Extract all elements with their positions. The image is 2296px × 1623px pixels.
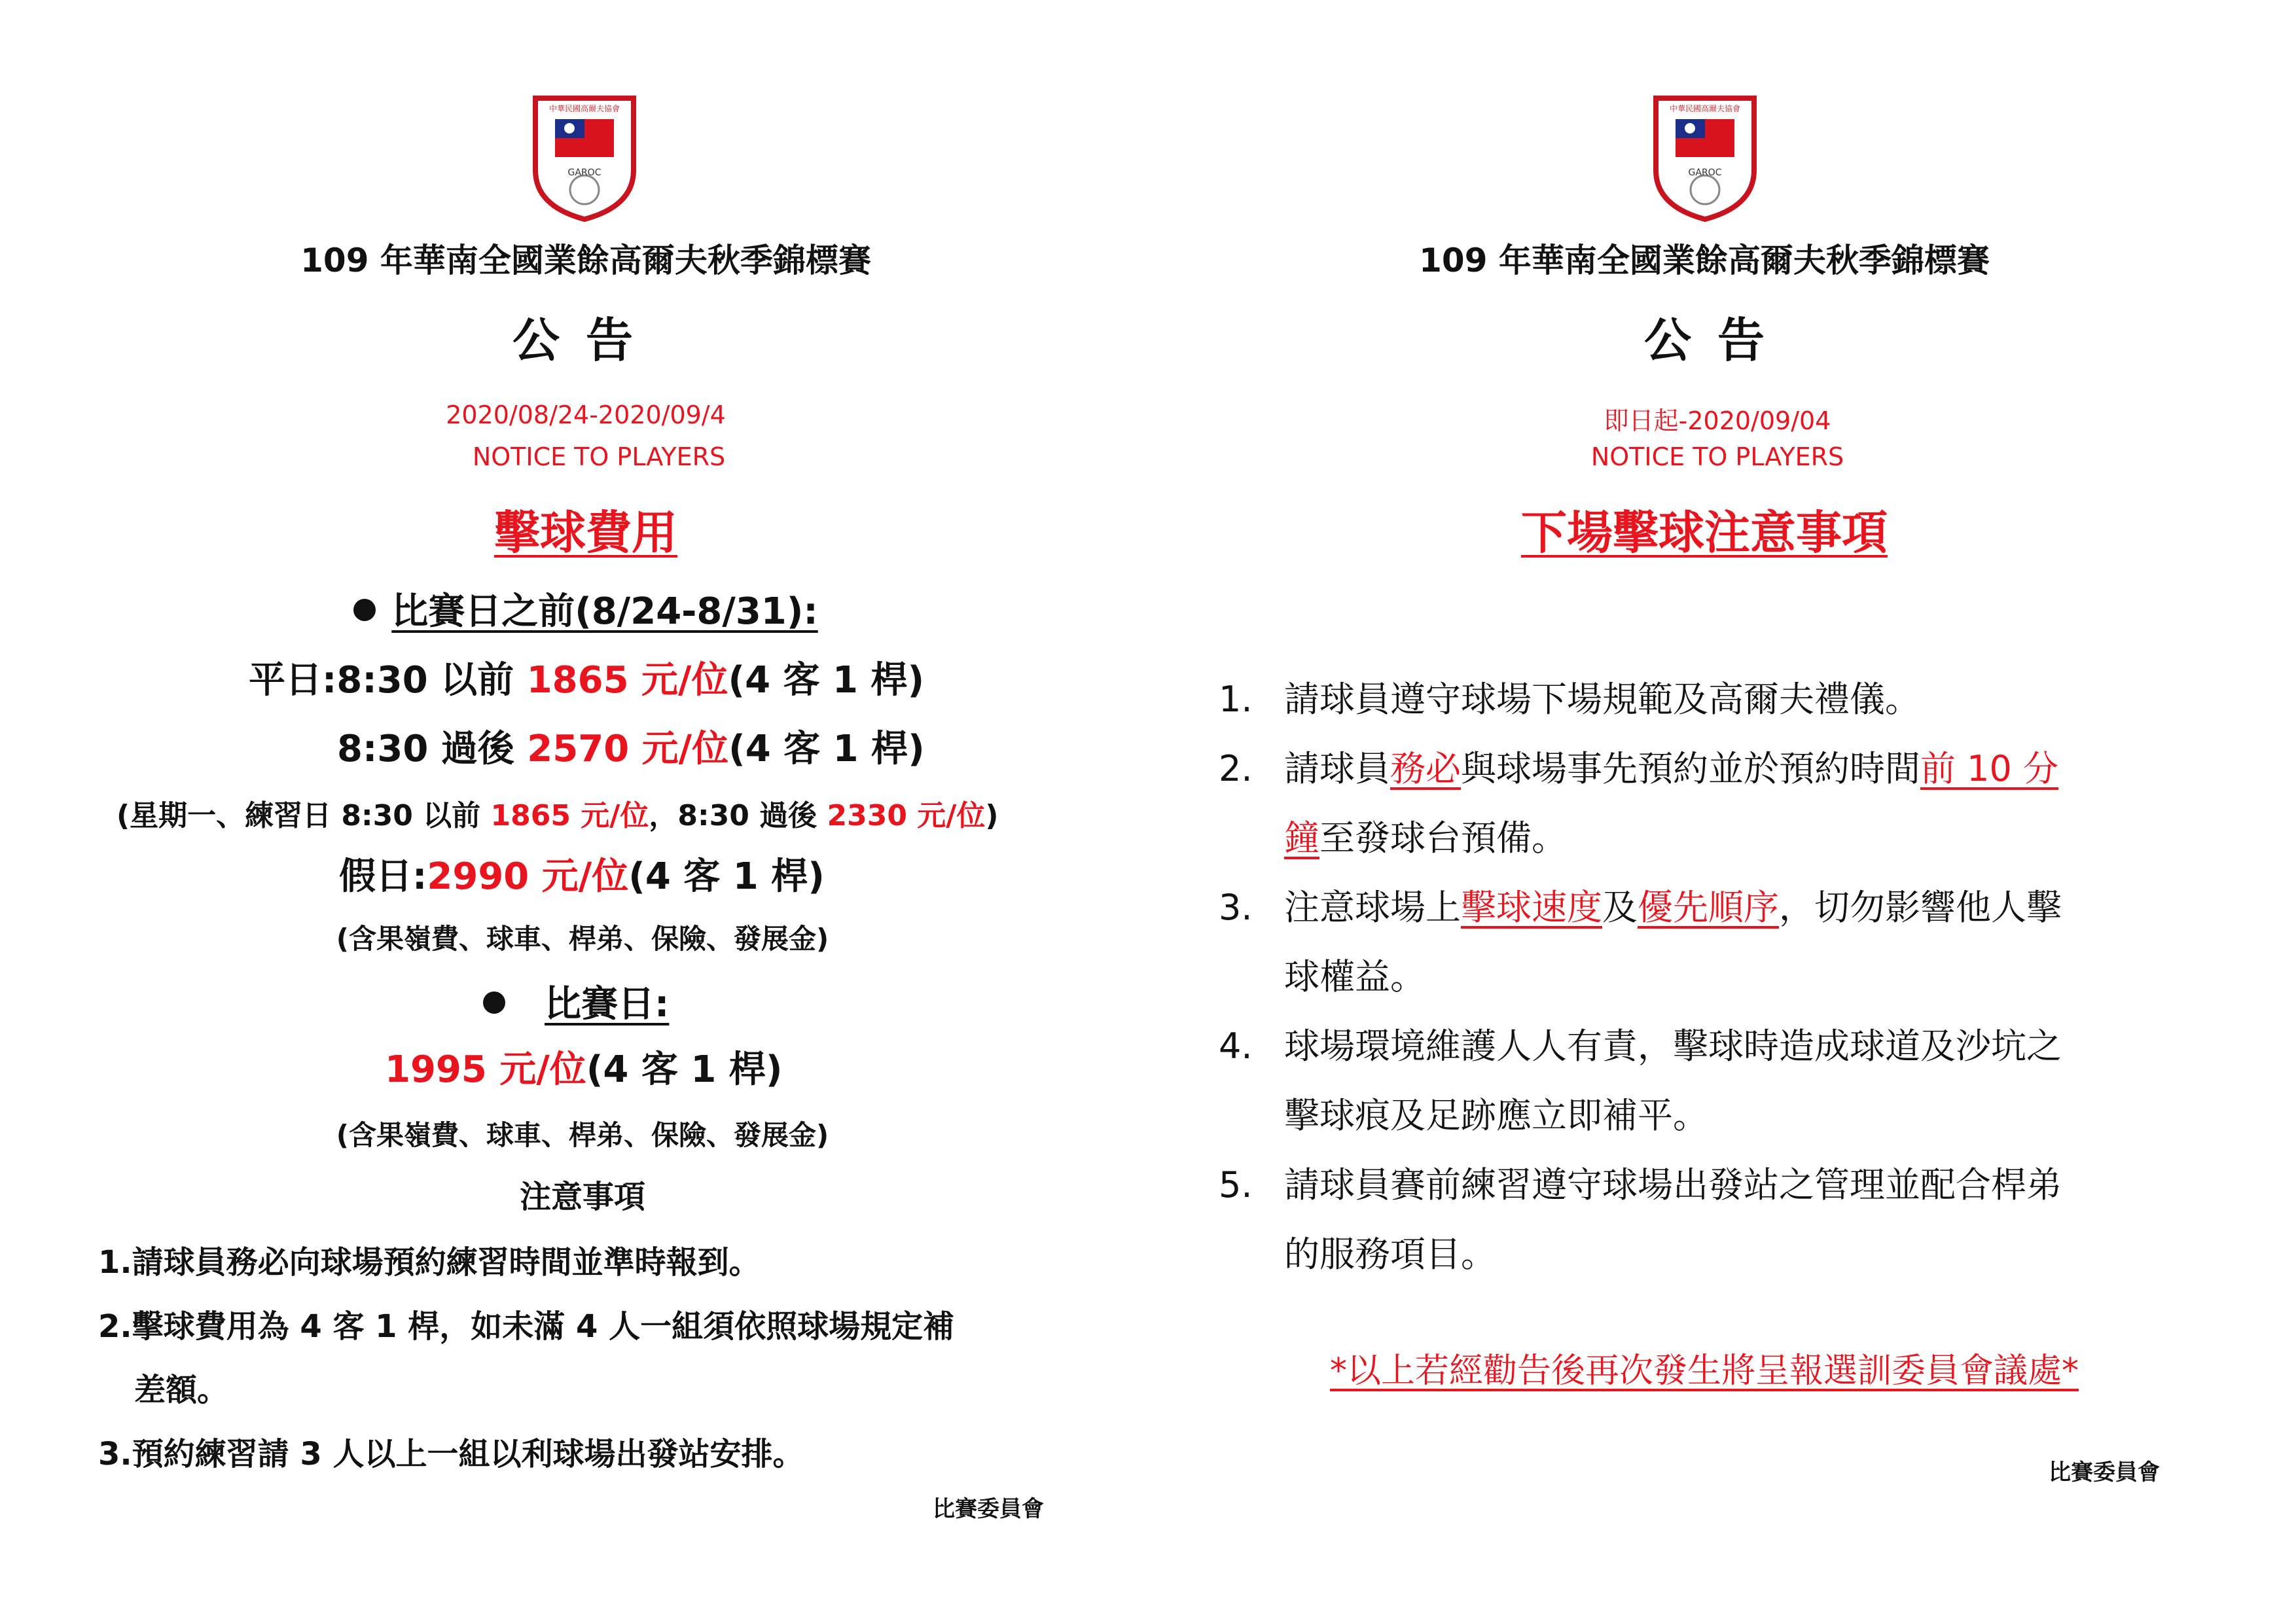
note-2b: 差額。: [134, 1372, 229, 1408]
rule-text: 請球員: [1284, 748, 1390, 789]
monday-price1: 1865 元/位: [490, 799, 649, 832]
rule-text: 與球場事先預約並於預約時間: [1461, 748, 1920, 789]
right-heading: 下場擊球注意事項: [1521, 506, 1888, 560]
section-before-match: 比賽日之前(8/24-8/31):: [391, 590, 818, 633]
match-line: [385, 1041, 782, 1093]
includes-2: (含果嶺費、球車、桿弟、保險、發展金): [336, 1119, 829, 1151]
rule-emphasis: 優先順序: [1638, 887, 1779, 928]
rule-num: 2.: [1219, 748, 1253, 789]
left-notice: NOTICE TO PLAYERS: [472, 442, 726, 471]
after-line: [337, 720, 925, 772]
note-3: 3.預約練習請 3 人以上一組以利球場出發站安排。: [98, 1436, 804, 1472]
after-prefix: 8:30 過後: [337, 728, 514, 770]
rule-emphasis: 前 10 分: [1920, 748, 2059, 789]
left-signature: 比賽委員會: [933, 1496, 1044, 1522]
holiday-line: [339, 847, 825, 900]
rule-text: 及: [1602, 887, 1638, 928]
rule-emphasis: 務必: [1390, 748, 1461, 789]
rule-emphasis: 鐘: [1284, 817, 1319, 859]
right-title: 109 年華南全國業餘高爾夫秋季錦標賽: [1419, 241, 1990, 279]
rule-text: 請球員賽前練習遵守球場出發站之管理並配合桿弟: [1284, 1164, 2062, 1205]
note-1: 1.請球員務必向球場預約練習時間並準時報到。: [98, 1244, 761, 1281]
match-suffix: (4 客 1 桿): [586, 1048, 783, 1091]
right-notice: NOTICE TO PLAYERS: [1590, 442, 1844, 471]
rule-text: ，切勿影響他人擊: [1779, 887, 2062, 928]
left-title: 109 年華南全國業餘高爾夫秋季錦標賽: [300, 241, 871, 279]
after-suffix: (4 客 1 桿): [728, 728, 925, 770]
holiday-prefix: 假日:: [339, 855, 427, 898]
monday-line: [117, 792, 998, 834]
garoc-logo-left: [529, 92, 640, 223]
warning-text: *以上若經勸告後再次發生將呈報選訓委員會議處*: [1329, 1351, 2079, 1391]
garoc-logo-right: [1649, 92, 1761, 223]
weekday-suffix: (4 客 1 桿): [728, 659, 925, 702]
rule-text: 球場環境維護人人有責，擊球時造成球道及沙坑之: [1284, 1026, 2062, 1067]
logo-text: 中華民國高爾夫協會: [548, 104, 620, 113]
holiday-suffix: (4 客 1 桿): [628, 855, 825, 898]
rule-num: 5.: [1219, 1164, 1253, 1205]
rule-num: 1.: [1219, 679, 1253, 720]
rule-item-2: [1219, 741, 2058, 791]
rule-item-4-cont: 擊球痕及足跡應立即補平。: [1284, 1095, 1708, 1136]
rule-num: 3.: [1219, 887, 1253, 928]
right-signature: 比賽委員會: [2049, 1459, 2160, 1486]
includes-1: (含果嶺費、球車、桿弟、保險、發展金): [336, 923, 829, 955]
rule-item-5: [1219, 1157, 2062, 1207]
bullet-icon: [483, 991, 505, 1014]
monday-p2: ，8:30 過後: [649, 799, 817, 832]
left-gonggao: 公告: [512, 313, 659, 368]
logo-letters: GAROC: [1688, 168, 1722, 178]
weekday-prefix: 平日:8:30 以前: [249, 659, 514, 702]
logo-letters: GAROC: [567, 168, 601, 178]
monday-p3: ): [985, 799, 999, 832]
rule-item-4: [1219, 1018, 2062, 1069]
rule-emphasis: 擊球速度: [1461, 887, 1602, 928]
weekday-line: [249, 651, 924, 704]
rule-text: 至發球台預備。: [1319, 817, 1567, 859]
rule-item-3: [1219, 880, 2062, 930]
monday-p1: (星期一、練習日 8:30 以前: [117, 799, 481, 832]
logo-text: 中華民國高爾夫協會: [1669, 104, 1741, 113]
rule-item-1: [1219, 671, 1920, 722]
left-heading: 擊球費用: [494, 506, 677, 560]
bullet-icon: [353, 599, 376, 621]
rule-item-3-cont: 球權益。: [1284, 956, 1426, 997]
note-2a: 2.擊球費用為 4 客 1 桿，如未滿 4 人一組須依照球場規定補: [98, 1308, 955, 1345]
left-date: 2020/08/24-2020/09/4: [446, 401, 726, 429]
right-date: 即日起-2020/09/04: [1604, 406, 1831, 435]
section-match-day: 比賽日:: [545, 983, 670, 1026]
rule-num: 4.: [1219, 1026, 1253, 1067]
rule-item-5-cont: 的服務項目。: [1284, 1234, 1496, 1275]
after-price: 2570 元/位: [527, 728, 729, 770]
weekday-price: 1865 元/位: [526, 659, 728, 702]
holiday-price: 2990 元/位: [427, 855, 629, 898]
monday-price2: 2330 元/位: [827, 799, 986, 832]
match-price: 1995 元/位: [385, 1048, 586, 1091]
right-gonggao: 公告: [1643, 313, 1791, 368]
rule-item-2-cont: [1284, 810, 1567, 861]
notes-title: 注意事項: [519, 1179, 645, 1215]
rule-text: 請球員遵守球場下場規範及高爾夫禮儀。: [1284, 679, 1920, 720]
rule-text: 注意球場上: [1284, 887, 1461, 928]
